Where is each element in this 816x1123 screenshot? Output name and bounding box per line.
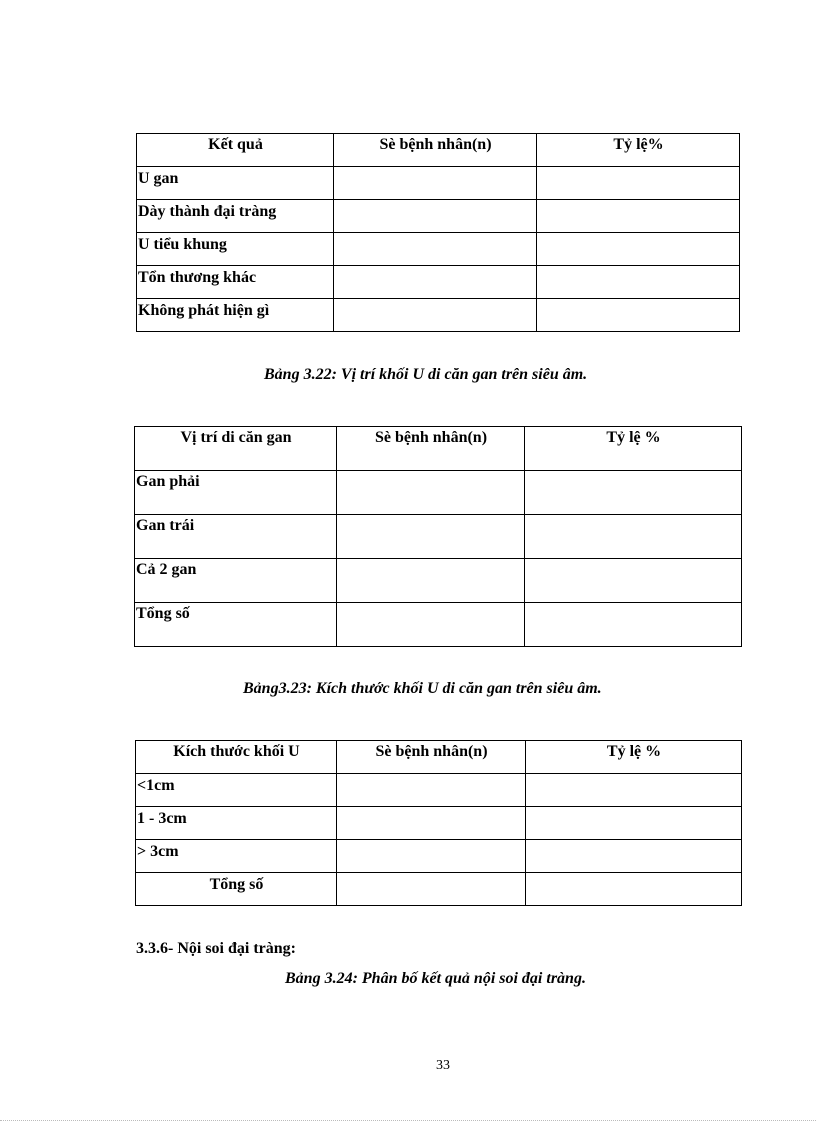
row-label: Tổn thương khác xyxy=(137,266,334,299)
patient-count-cell xyxy=(337,603,525,647)
percentage-cell xyxy=(526,840,742,873)
percentage-cell xyxy=(526,873,742,906)
percentage-cell xyxy=(525,559,742,603)
row-label: Gan trái xyxy=(135,515,337,559)
percentage-cell xyxy=(525,471,742,515)
header-tumor-size: Kích thước khối U xyxy=(136,741,337,774)
header-result: Kết quả xyxy=(137,134,334,167)
table-row xyxy=(137,167,740,200)
table-row xyxy=(135,603,742,647)
caption-table-3-23: Bảng3.23: Kích thước khối U di căn gan trên siêu âm. xyxy=(243,680,602,697)
row-label: U gan xyxy=(137,167,334,200)
row-label: Không phát hiện gì xyxy=(137,299,334,332)
percentage-cell xyxy=(537,266,740,299)
page-number: 33 xyxy=(436,1058,450,1073)
patient-count-cell xyxy=(337,873,526,906)
header-location: Vị trí di căn gan xyxy=(135,427,337,471)
patient-count-cell xyxy=(337,559,525,603)
row-label: <1cm xyxy=(136,774,337,807)
caption-table-3-22: Bảng 3.22: Vị trí khối U di căn gan trên siêu âm. xyxy=(264,366,588,383)
table-row xyxy=(135,559,742,603)
section-heading: 3.3.6- Nội soi đại tràng: xyxy=(136,940,296,957)
header-percentage: Tỷ lệ % xyxy=(525,427,742,471)
row-label: Tổng số xyxy=(136,873,337,906)
percentage-cell xyxy=(526,807,742,840)
row-label: U tiểu khung xyxy=(137,233,334,266)
row-label: > 3cm xyxy=(136,840,337,873)
caption-table-3-24: Bảng 3.24: Phân bố kết quả nội soi đại tràng. xyxy=(285,970,586,987)
row-label: Gan phải xyxy=(135,471,337,515)
row-label: Cả 2 gan xyxy=(135,559,337,603)
table-row xyxy=(137,233,740,266)
table-row xyxy=(137,299,740,332)
patient-count-cell xyxy=(334,233,537,266)
patient-count-cell xyxy=(334,167,537,200)
row-label: Dày thành đại tràng xyxy=(137,200,334,233)
patient-count-cell xyxy=(334,200,537,233)
table-row xyxy=(136,807,742,840)
patient-count-cell xyxy=(337,807,526,840)
percentage-cell xyxy=(537,200,740,233)
patient-count-cell xyxy=(334,266,537,299)
header-patient-count: Sè bệnh nhân(n) xyxy=(337,741,526,774)
percentage-cell xyxy=(537,299,740,332)
percentage-cell xyxy=(525,603,742,647)
patient-count-cell xyxy=(337,774,526,807)
patient-count-cell xyxy=(334,299,537,332)
table-row xyxy=(135,515,742,559)
percentage-cell xyxy=(526,774,742,807)
row-label: 1 - 3cm xyxy=(136,807,337,840)
percentage-cell xyxy=(537,233,740,266)
percentage-cell xyxy=(537,167,740,200)
patient-count-cell xyxy=(337,471,525,515)
page-bottom-divider xyxy=(0,1120,816,1121)
table-row xyxy=(136,840,742,873)
table-row xyxy=(137,200,740,233)
table-row xyxy=(136,774,742,807)
percentage-cell xyxy=(525,515,742,559)
results-table xyxy=(136,133,740,332)
table-row xyxy=(137,266,740,299)
table-row xyxy=(136,873,742,906)
row-label: Tổng số xyxy=(135,603,337,647)
tumor-size-table xyxy=(135,740,742,906)
patient-count-cell xyxy=(337,840,526,873)
table-row xyxy=(135,471,742,515)
liver-metastasis-location-table xyxy=(134,426,742,647)
header-patient-count: Sè bệnh nhân(n) xyxy=(334,134,537,167)
header-percentage: Tỷ lệ% xyxy=(537,134,740,167)
header-percentage: Tỷ lệ % xyxy=(526,741,742,774)
header-patient-count: Sè bệnh nhân(n) xyxy=(337,427,525,471)
patient-count-cell xyxy=(337,515,525,559)
